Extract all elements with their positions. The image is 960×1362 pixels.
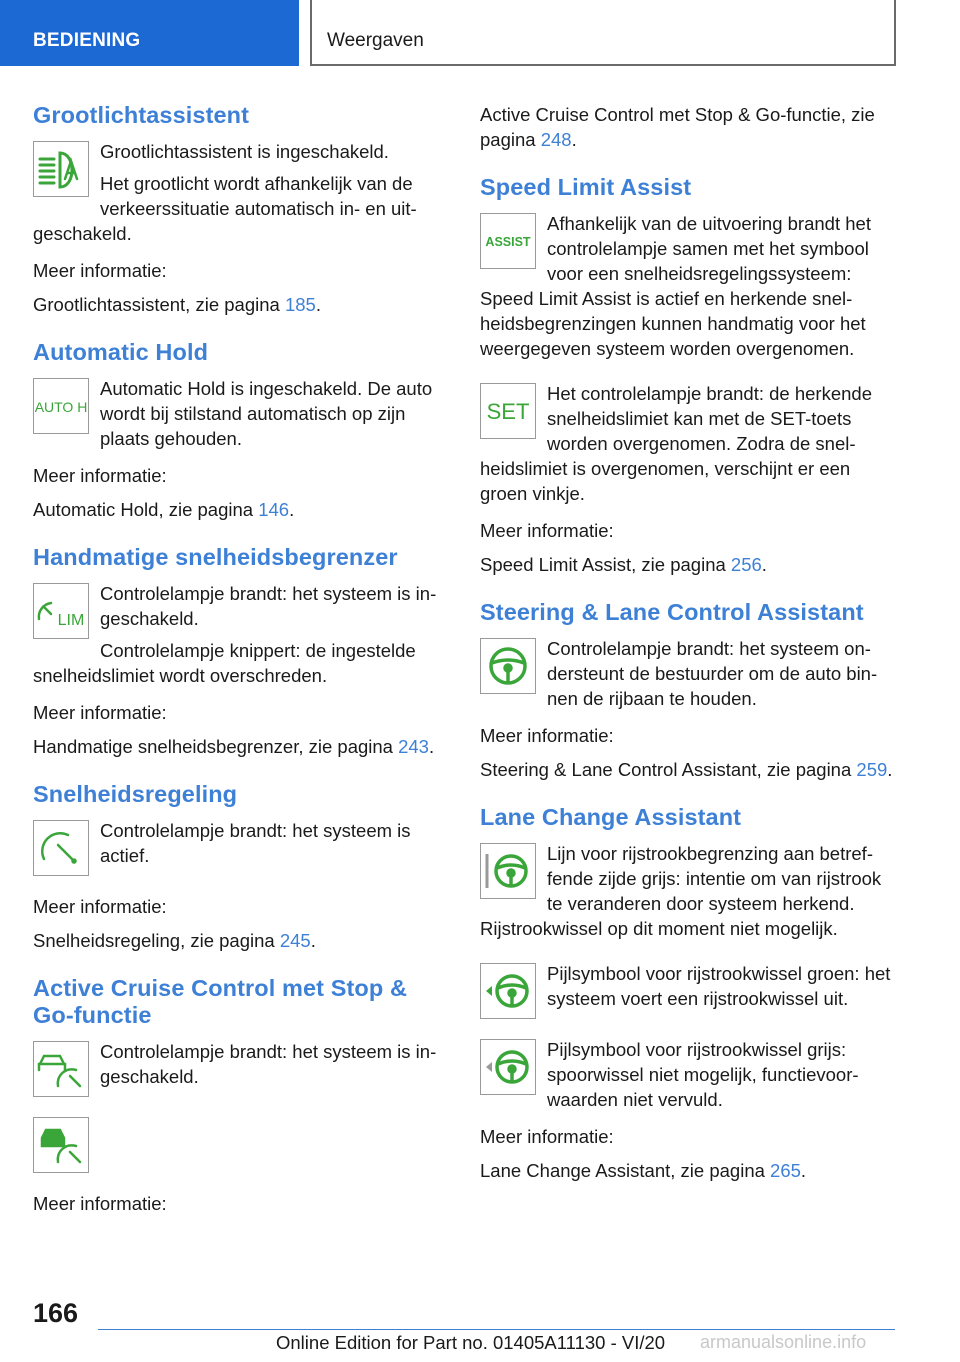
page-footer <box>0 1290 960 1362</box>
heading-snelheidsregeling: Snelheidsregeling <box>33 781 238 807</box>
entry-snelheidsregeling <box>33 818 451 882</box>
text: Automatic Hold is ingeschakeld. De auto wordt bij stilstand automatisch op zijn plaats gehouden. <box>100 378 433 449</box>
more-info-label: Meer informatie: <box>480 520 614 541</box>
more-info-label: Meer informatie: <box>33 896 167 917</box>
heading-grootlichtassistent: Grootlichtassistent <box>33 102 250 128</box>
more-info-label: Meer informatie: <box>33 1193 167 1214</box>
page-reference: Grootlichtassistent, zie pagina 185. <box>33 294 321 315</box>
chapter-tab: Weergaven <box>310 0 896 66</box>
page-link[interactable]: 248 <box>540 129 572 150</box>
active-cruise-control-vehicle-icon <box>33 1117 89 1173</box>
heading-active-cruise-control: Active Cruise Control met Stop & Go-functie <box>33 975 408 1028</box>
svg-text:AUTO H: AUTO H <box>35 399 87 415</box>
svg-text:SET: SET <box>486 399 530 424</box>
page-link[interactable]: 146 <box>258 499 290 520</box>
entry-lane-change-green <box>480 961 898 1025</box>
more-info-label: Meer informatie: <box>33 702 167 723</box>
text: Het controlelampje brandt: de herkende snelheidslimiet kan met de SET-toets worden overgenomen. Zodra de snelheidslimiet is overgenomen, verschijnt er een groen vinkje. <box>480 383 872 504</box>
page-reference: Speed Limit Assist, zie pagina 256. <box>480 554 767 575</box>
text: Het grootlicht wordt afhankelijk van de verkeerssituatie automatisch in- en uitgeschakeld. <box>33 173 417 244</box>
page-header <box>0 0 960 66</box>
footer-divider <box>98 1329 895 1330</box>
entry-active-cruise-control-2 <box>33 1115 451 1179</box>
page-link[interactable]: 243 <box>398 736 429 757</box>
text: Afhankelijk van de uitvoering brandt het controlelampje samen met het symbool voor een snelheidsregelingssysteem: Speed Limit Assist is actief en herkende snelheidsbegrenzingen kunnen handmatig voor het weergegeven systeem worden overgenomen. <box>480 213 871 359</box>
text: Lijn voor rijstrookbegrenzing aan betreffende zijde grijs: intentie om van rijstrook te veranderen door systeem herkend. Rijstrookwissel op dit moment niet mogelijk. <box>480 843 882 939</box>
page-link[interactable]: 265 <box>770 1160 801 1181</box>
heading-snelheidsbegrenzer: Handmatige snelheidsbegrenzer <box>33 544 398 570</box>
more-info-label: Meer informatie: <box>33 260 167 281</box>
edition-text: Online Edition for Part no. 01405A11130 - VI/20 <box>276 1332 666 1353</box>
heading-lane-change-assistant: Lane Change Assistant <box>480 804 742 830</box>
page-link[interactable]: 256 <box>730 554 762 575</box>
heading-steering-lane-control: Steering & Lane Control Assistant <box>480 599 864 625</box>
left-column <box>33 102 451 1216</box>
more-info-label: Meer informatie: <box>480 1126 614 1147</box>
text: Pijlsymbool voor rijstrookwissel grijs: spoorwissel niet mogelijk, functievoorwaarden niet vervuld. <box>547 1039 859 1110</box>
entry-steering-lane-control <box>480 636 898 711</box>
entry-lane-change-grey <box>480 1037 898 1112</box>
page-reference: Automatic Hold, zie pagina 146. <box>33 499 295 520</box>
entry-speed-limit-set <box>480 381 898 506</box>
lane-change-arrow-grey-icon <box>480 1039 536 1095</box>
set-icon <box>480 383 536 439</box>
entry-active-cruise-control <box>33 1039 451 1103</box>
lane-change-arrow-green-icon <box>480 963 536 1019</box>
cruise-control-icon <box>33 820 89 876</box>
page-reference: Snelheidsregeling, zie pagina 245. <box>33 930 316 951</box>
page-link[interactable]: 259 <box>856 759 888 780</box>
page-reference: Active Cruise Control met Stop & Go-functie, zie pagina 248. <box>480 104 875 150</box>
page-link[interactable]: 185 <box>284 294 316 315</box>
section-tab: BEDIENING <box>0 0 299 66</box>
heading-automatic-hold: Automatic Hold <box>33 339 209 365</box>
page-reference: Steering & Lane Control Assistant, zie pagina 259. <box>480 759 893 780</box>
page-link[interactable]: 245 <box>279 930 311 951</box>
text: Pijlsymbool voor rijstrookwissel groen: het systeem voert een rijstrookwissel uit. <box>547 963 891 1009</box>
speed-limiter-icon <box>33 583 89 639</box>
entry-snelheidsbegrenzer <box>33 581 451 688</box>
right-column <box>480 102 898 1183</box>
steering-wheel-icon <box>480 638 536 694</box>
text: Controlelampje knippert: de ingestelde snelheidslimiet wordt overschreden. <box>33 640 416 686</box>
active-cruise-control-icon <box>33 1041 89 1097</box>
text: Controlelampje brandt: het systeem is ingeschakeld. <box>100 1041 437 1087</box>
page-reference: Lane Change Assistant, zie pagina 265. <box>480 1160 807 1181</box>
text: Grootlichtassistent is ingeschakeld. <box>100 141 389 162</box>
more-info-label: Meer informatie: <box>480 725 614 746</box>
high-beam-assist-icon <box>33 141 89 197</box>
entry-grootlichtassistent <box>33 139 451 246</box>
auto-hold-icon <box>33 378 89 434</box>
entry-lane-change-line <box>480 841 898 941</box>
page-number: 166 <box>33 1298 79 1328</box>
more-info-label: Meer informatie: <box>33 465 167 486</box>
svg-text:ASSIST: ASSIST <box>485 235 531 249</box>
watermark: armanualsonline.info <box>700 1332 867 1352</box>
assist-icon <box>480 213 536 269</box>
heading-speed-limit-assist: Speed Limit Assist <box>480 174 692 200</box>
entry-automatic-hold <box>33 376 451 451</box>
svg-text:LIM: LIM <box>57 612 85 629</box>
text: Controlelampje brandt: het systeem is ingeschakeld. <box>100 583 437 629</box>
text: Controlelampje brandt: het systeem ondersteunt de bestuurder om de auto binnen de rijbaan te houden. <box>547 638 878 709</box>
page-reference: Handmatige snelheidsbegrenzer, zie pagina 243. <box>33 736 435 757</box>
lane-line-steering-icon <box>480 843 536 899</box>
text: Controlelampje brandt: het systeem is actief. <box>100 820 411 866</box>
entry-speed-limit-assist <box>480 211 898 361</box>
